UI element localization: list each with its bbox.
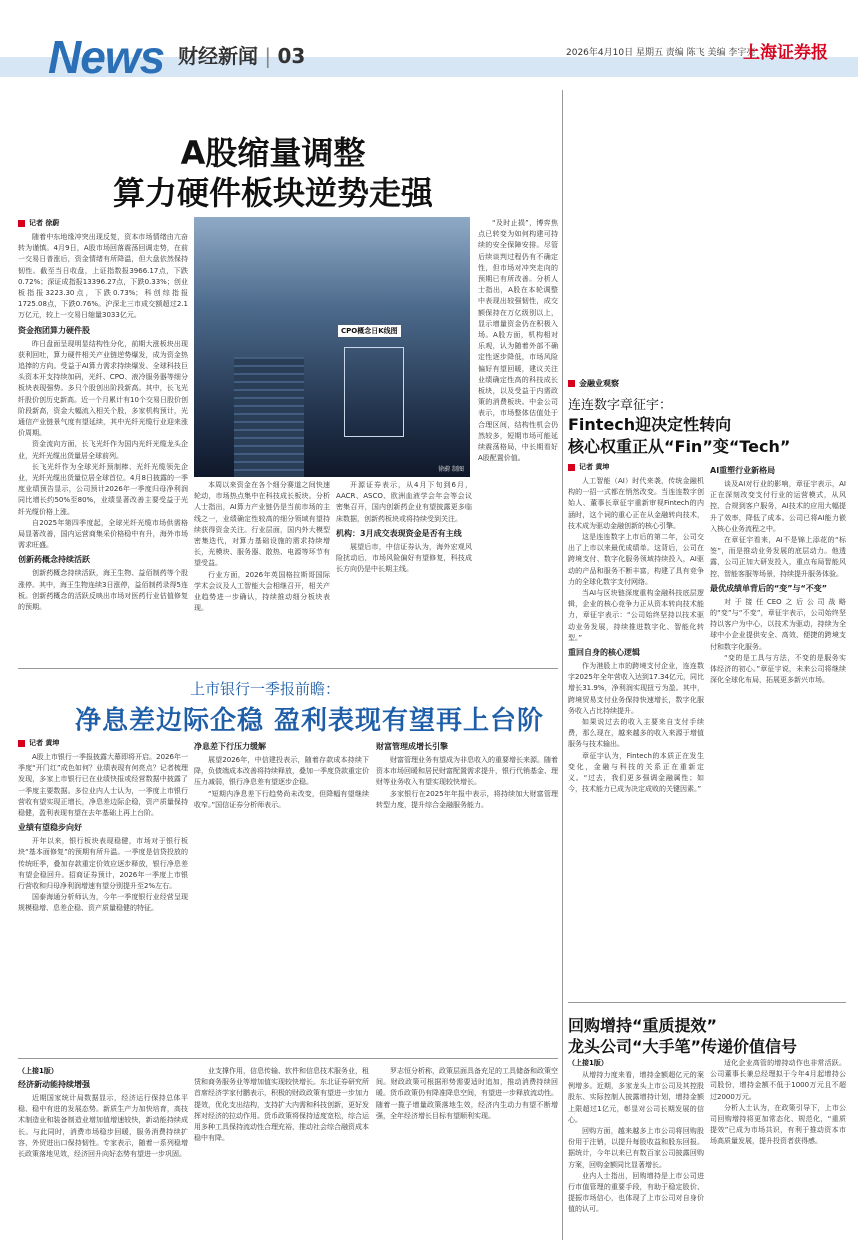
lead-body-mid4: 展望后市，中信证券认为，海外宏观风险扰动后，市场风险偏好有望修复，科技成长方向仍是中长期主线。 (336, 542, 472, 574)
fintech-byline: 记者 黄坤 (568, 462, 609, 472)
fintech-sub-2: AI重塑行业新格局 (710, 466, 776, 475)
fintech-p10: “变的是工具与方法，不变的是服务实体经济的初心。”章征宇说，未来公司将继续深化全球化布局，拓展更多新兴市场。 (710, 653, 846, 685)
fintech-p6: 章征宇认为，Fintech的本质正在发生变化，金融与科技的关系正在重新定义。“过去，我们更多强调金融属性；如今，技术能力已成为决定成败的关键因素。” (568, 751, 704, 794)
red-square-icon (18, 220, 25, 227)
fintech-column-2 (710, 462, 846, 994)
lead-p4: 自2025年第四季度起，全球光纤光缆市场供需格局显著改善，国内运营商集采价格稳中有升，海外市场需求旺盛。 (18, 518, 188, 550)
bank-p5: “短期内净息差下行趋势尚未改变，但降幅有望继续收窄。”国信证券分析师表示。 (194, 789, 369, 809)
bank-column-2 (194, 738, 369, 1050)
bank-byline: 记者 黄坤 (18, 738, 59, 748)
lead-body-mid3: 开源证券表示，从4月下旬到6月，AACR、ASCO、欧洲血液学会年会等会议密集召开，国内创新药企业有望披露更多临床数据，创新药板块或将持续受到关注。 (336, 481, 472, 523)
masthead-news: News (48, 31, 165, 83)
fintech-sub-3: 最优成绩单背后的“变”与“不变” (710, 583, 828, 593)
lead-p3: 长飞光纤作为全球光纤预制棒、光纤光缆领先企业，光纤光缆出货量位居全球首位。4月8日披露的一季度业绩预告显示，公司预计2026年一季度归母净利润同比增长约50%至80%，业绩显著改善主要受益于光纤光缆价格上涨。 (18, 462, 188, 516)
buyback-column-1 (568, 1058, 704, 1246)
fintech-p7: 谈及AI对行业的影响，章征宇表示，AI正在深刻改变支付行业的运营模式，从风控、合规到客户服务，AI技术的应用大幅提升了效率，降低了成本。公司已将AI能力嵌入核心业务流程之中。 (710, 480, 846, 533)
bank-p3: 国泰海通分析师认为，今年一季度银行业经营呈现规模稳增、息差企稳、资产质量稳健的特征。 (18, 893, 188, 913)
fintech-p4: 作为港股上市的跨境支付企业，连连数字2025年全年营收入达到17.34亿元，同比增长31.9%，净利润实现扭亏为盈。其中，跨境贸易支付业务保持快速增长，数字化服务收入占比持续提升。 (568, 662, 704, 715)
bottom-column-2 (194, 1066, 369, 1246)
buyback-p2: 回购方面，越来越多上市公司将回购股份用于注销，以提升每股收益和股东回报。据统计，今年以来已有数百家公司披露回购方案，回购金额同比显著增长。 (568, 1127, 704, 1169)
red-square-icon (568, 380, 575, 387)
photo-caption: CPO概念日K线图 (338, 325, 401, 337)
ad-divider (568, 1002, 846, 1003)
lead-column-4 (478, 218, 558, 660)
display-sign (344, 347, 404, 437)
buyback-p4: 适化企业高管的增持动作也非常活跃。公司董事长兼总经理拟于今年4月起增持公司股份，增持金额不低于1000万元且不超过2000万元。 (710, 1059, 846, 1101)
buyback-p1: 从增持力度来看，增持金额超亿元的案例增多。近期，多家龙头上市公司及其控股股东、实际控制人披露增持计划，增持金额上限超过1亿元，彰显对公司长期发展的信心。 (568, 1071, 704, 1124)
photo-credit: 徐蔚 制图 (438, 466, 464, 473)
lead-column-1 (18, 232, 188, 660)
bank-sub-3: 财富管理成增长引擎 (376, 742, 448, 751)
bottom-sub: 经济新动能持续增强 (18, 1080, 90, 1089)
bottom-column-1 (18, 1066, 188, 1246)
buyback-kicker: （上接1版） (568, 1059, 608, 1067)
bottom-mid-text: 业支撑作用，信息传输、软件和信息技术服务业，租赁和商务服务业等增加值实现较快增长。东北证券研究所首席经济学家付鹏表示，积极的财政政策有望进一步加力提效，优化支出结构，支持扩大内需和科技创新，更好发挥对经济的拉动作用。货币政策将保持适度宽松，综合运用多种工具保持流动性合理充裕，推动社会综合融资成本稳中有降。 (194, 1067, 369, 1143)
lead-p2: 资金流向方面，长飞光纤作为国内光纤光缆龙头企业，光纤光缆出货量居全球前列。 (18, 440, 188, 460)
masthead-section: 财经新闻 | 03 (178, 44, 306, 68)
bank-sub-1: 业绩有望稳步向好 (18, 823, 82, 833)
fintech-p1: 人工智能（AI）时代来袭，传统金融机构的一招一式都在悄然改变。当连连数字创始人、董事长章征宇重新审视Fintech的内涵时，这个词的重心正在从金融转向技术，技术成为驱动金融创新的核心引擎。 (568, 477, 704, 530)
bank-p1: A股上市银行一季报披露大幕即将开启。2026年一季度“开门红”成色如何？业绩表现有何亮点？记者梳理发现，多家上市银行已在业绩快报或经营数据中披露了一季度主要数据。多位业内人士认为，一季度上市银行营收有望实现正增长，净息差边际企稳，资产质量保持稳健，盈利表现有望在去年基础上再上台阶。 (18, 753, 188, 818)
buyback-column-2 (710, 1058, 846, 1246)
buyback-p3: 业内人士指出，回购增持是上市公司进行市值管理的重要手段，有助于稳定股价、提振市场信心，也体现了上市公司对自身价值的认可。 (568, 1171, 704, 1214)
bank-sub-2: 净息差下行压力缓解 (194, 742, 266, 751)
vertical-divider (562, 90, 563, 1240)
fintech-title-1: Fintech迎决定性转向 (568, 415, 732, 434)
fintech-sub-1: 重回自身的核心逻辑 (568, 648, 640, 658)
lead-body-mid: 本周以来资金在各个细分赛道之间快速轮动，市场热点集中在科技成长板块。分析人士指出，AI算力产业链仍是当前市场的主线之一，业绩确定性较高的细分领域有望持续获得资金关注。行业层面，国内外大模型密集迭代，对算力基础设施的需求持续增长，光模块、服务器、散热、电源等环节有望受益。 (194, 481, 330, 568)
cpo-kline-photo (194, 217, 470, 477)
buyback-title-1: 回购增持“重质提效” (568, 1016, 718, 1035)
lead-sub-1: 资金抱团算力硬件股 (18, 325, 90, 335)
fintech-p2: 这是连连数字上市后的第二年，公司交出了上市以来最优成绩单。这背后，公司在跨境支付、数字化服务领域持续投入，AI驱动的产品和服务不断丰富，构建了具有竞争力的全球化数字支付网络。 (568, 533, 704, 586)
bank-column-1 (18, 752, 188, 1050)
bank-kicker: 上市银行一季报前瞻： (190, 680, 341, 698)
bank-p2: 开年以来，银行板块表现稳健，市场对于银行板块“基本面修复”的预期有所升温。一季度是信贷投放的传统旺季，叠加存款重定价效应逐步释放，银行净息差有望企稳回升。招商证券预计，2026年一季度上市银行营收和归母净利润增速有望分别提升至2%左右。 (18, 837, 188, 891)
fintech-column-1 (568, 476, 704, 994)
lead-column-2 (194, 480, 330, 660)
lead-p5: 创新药概念持续活跃，海王生物、益佰制药等个股涨停。其中，海王生物连续3日涨停，益佰制药录得5连板。创新药概念的活跃反映出市场对医药行业估值修复的预期。 (18, 569, 188, 612)
bottom-mid2-text: 罗志恒分析称，政策层面具备充足的工具储备和政策空间。财政政策可根据形势需要适时追加，推动消费持续回暖。货币政策仍有降准降息空间，有望进一步释放流动性。随着一揽子增量政策落地生效，经济内生动力有望不断增强，全年经济增长目标有望顺利实现。 (376, 1067, 558, 1120)
bank-p4: 展望2026年，中信建投表示，随着存款成本持续下降，负债端成本改善将持续释放，叠加一季度贷款重定价压力减弱，银行净息差有望逐步企稳。 (194, 756, 369, 787)
fintech-title-2: 核心权重正从“Fin”变“Tech” (568, 437, 791, 456)
lead-sub-2: 创新药概念持续活跃 (18, 555, 90, 565)
lead-intro: 随着中东地缘冲突出现反复，资本市场情绪由亢奋转为谨慎。4月9日，A股市场回落震荡回调走势，在前一交易日普涨后，资金情绪有所降温，但大盘依然保持韧性。截至当日收盘，上证指数报3966.17点，下跌0.72%；深证成指报13396.27点，下跌0.33%；创业板指报3223.30点，下跌0.73%；科创综指报1725.08点，下跌0.76%。沪深北三市成交额超过2.1万亿元，较上一交易日缩量3033亿元。 (18, 233, 188, 320)
buyback-title-2: 龙头公司“大手笔”传递价值信号 (568, 1037, 798, 1056)
lead-byline: 记者 徐蔚 (18, 218, 59, 228)
bank-p7: 多家银行在2025年年报中表示，将持续加大财富管理转型力度，提升综合金融服务能力。 (376, 789, 558, 809)
buyback-p5: 分析人士认为，在政策引导下，上市公司回购增持将更加常态化、规范化，“重质提效”已成为市场共识，有利于推动资本市场高质量发展，提升投资者获得感。 (710, 1103, 846, 1146)
section-divider (18, 668, 558, 669)
building-silhouette (234, 357, 304, 477)
lead-p1: 昨日盘面呈现明显结构性分化，前期大涨板块出现获利回吐，算力硬件相关产业链逆势爆发，成为资金热追捧的方向。受益于AI算力需求持续爆发、全球科技巨头资本开支持续加码，光纤、CPO、液冷服务器等细分板块表现强势。多只个股创出阶段新高。其中，长飞光纤股价创历史新高。近一个月累计有10个交易日股价创阶段新高，资金大幅流入相关个股，多家机构预计，光通信产业链景气度有望延续，其中光纤光缆行业迎来涨价周期。 (18, 339, 188, 438)
masthead-meta: 2026年4月10日 星期五 责编 陈飞 美编 李宇亮 (566, 48, 756, 58)
red-square-icon (568, 464, 575, 471)
col3-text: “及时止损”，博弈焦点已转变为如何构建可持续的安全保障安排。尽管后续谈判过程仍有不确定性，但市场对冲突走向的预期已有所改善。分析人士指出，A股在本轮调整中表现出较强韧性，成交额保持在万亿级别以上，显示增量资金仍在积极入场。A股方面，机构相对乐观，认为随着外部不确定性逐步降低，市场风险偏好有望回暖，建议关注业绩确定性高的科技成长板块，以及受益于内需政策的消费板块。中金公司表示，市场整体估值处于合理区间，结构性机会仍然较多，短期市场可能延续震荡格局，中长期看好A股配置价值。 (478, 219, 558, 463)
fintech-kicker: 连连数字章征宇： (568, 398, 673, 413)
bottom-divider (18, 1058, 558, 1059)
red-square-icon (18, 740, 25, 747)
fintech-p9: 对于接任CEO之后公司战略的“变”与“不变”，章征宇表示，公司始终坚持以客户为中心，以技术为驱动，持续为全球中小企业提供安全、高效、便捷的跨境支付和数字化服务。 (710, 597, 846, 651)
lead-column-3 (336, 480, 472, 660)
fintech-p5: 如果说过去的收入主要来自支付手续费，那么现在，越来越多的收入来源于增值服务与技术输出。 (568, 718, 704, 749)
lead-body-mid2: 行业方面，2026年英国格拉斯哥国际学术会议及人工智能大会相继召开，相关产业趋势进一步确认，持续推动细分板块表现。 (194, 570, 330, 613)
fintech-p3: 当AI与区块链深度重构金融科技底层逻辑，企业的核心竞争力正从资本转向技术能力，章征宇表示：“公司始终坚持以技术驱动业务发展，持续推进数字化、智能化转型。” (568, 589, 704, 642)
bottom-kicker: （上接1版） (18, 1067, 58, 1075)
fintech-tag: 金融业观察 (568, 378, 619, 389)
bank-column-3 (376, 738, 558, 1050)
bank-headline: 净息差边际企稳 盈利表现有望再上台阶 (75, 706, 545, 736)
newspaper-logo: 上海证券报 (743, 43, 828, 63)
fintech-p8: 在章征宇看来，AI不是锦上添花的“标签”，而是推动业务发展的底层动力。他透露，公司正加大研发投入，重点布局智能风控、智能客服等场景，持续提升服务体验。 (710, 536, 846, 578)
lead-headline-2: 算力硬件板块逆势走强 (112, 174, 433, 212)
lead-headline-1: A股缩量调整 (180, 134, 366, 172)
lead-sub-3: 机构：3月成交表现资金是否有主线 (336, 528, 462, 538)
bottom-column-3 (376, 1066, 558, 1246)
bottom-left-text: 近期国家统计局数据显示，经济运行保持总体平稳、稳中有进的发展态势。新质生产力加快培育，高技术制造业和装备制造业增加值增速较快，新动能持续成长。与此同时，消费市场稳步回暖，服务消费持续扩容，外贸进出口保持韧性。专家表示，随着一系列稳增长政策落地见效，经济回升向好态势有望进一步巩固。 (18, 1094, 188, 1159)
bank-p6: 财富管理业务有望成为非息收入的重要增长来源。随着资本市场回暖和居民财富配置需求提升，银行代销基金、理财等业务收入有望实现较快增长。 (376, 756, 558, 787)
